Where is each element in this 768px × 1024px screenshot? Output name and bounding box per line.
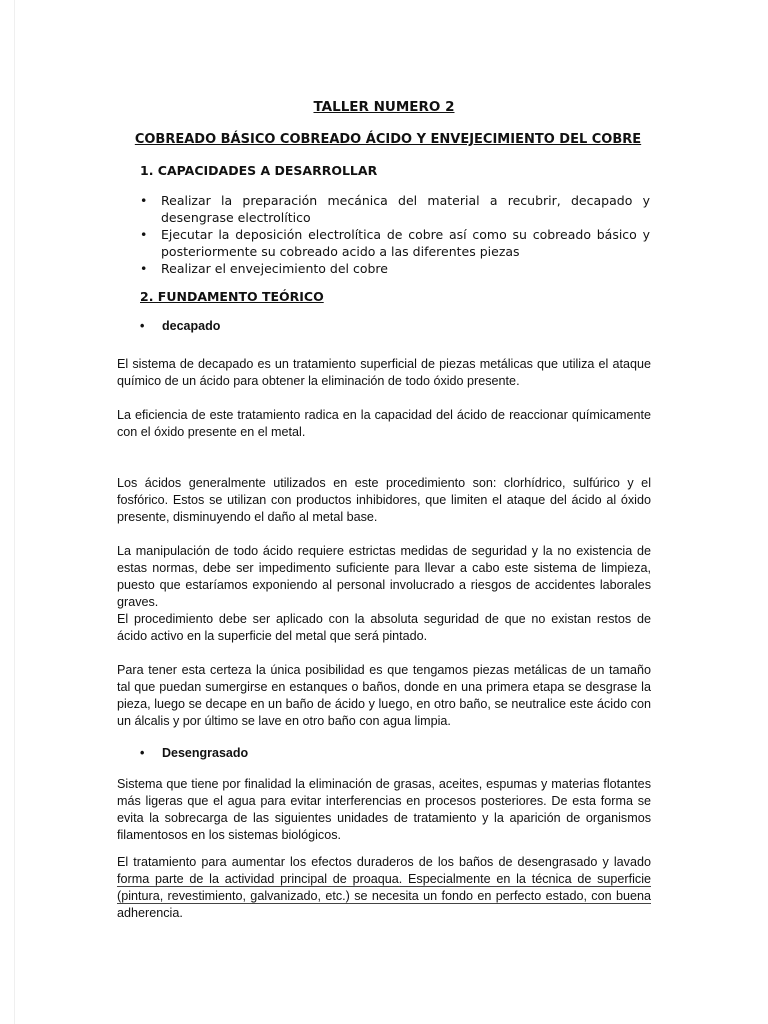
document-subtitle: COBREADO BÁSICO COBREADO ÁCIDO Y ENVEJECIMIENTO DEL COBRE	[134, 132, 642, 147]
bullet: •	[140, 746, 145, 760]
page-edge	[14, 0, 15, 1024]
paragraph: La eficiencia de este tratamiento radica en la capacidad del ácido de reaccionar químicamente con el óxido presente en el metal.	[117, 408, 651, 439]
list-item-text: Realizar la preparación mecánica del material a recubrir, decapado y desengrase electrolítico	[161, 193, 650, 225]
paragraph: El tratamiento para aumentar los efectos duraderos de los baños de desengrasado y lavado forma parte de la actividad principal de proaqua. Especialmente en la técnica de superficie (pintura, revestimiento, galvanizado, etc.) se necesita un fondo en perfecto estado, con buena adherencia.	[117, 855, 651, 920]
paragraph: El sistema de decapado es un tratamiento superficial de piezas metálicas que utiliza el ataque químico de un ácido para obtener la eliminación de todo óxido presente.	[117, 357, 651, 388]
paragraph: Para tener esta certeza la única posibilidad es que tengamos piezas metálicas de un tamaño tal que puedan sumergirse en estanques o baños, donde en una primera etapa se desgrase la pieza, luego se decape en un baño de ácido y luego, en otro baño, se neutralice este ácido con un álcalis y por último se lave en otro baño con agua limpia.	[117, 663, 651, 728]
bullet: •	[140, 319, 145, 333]
section-1-heading: 1. CAPACIDADES A DESARROLLAR	[140, 163, 378, 178]
subheading-label: Desengrasado	[162, 746, 249, 760]
underline-rule	[117, 886, 651, 887]
paragraph: La manipulación de todo ácido requiere estrictas medidas de seguridad y la no existencia de estas normas, debe ser impedimento suficiente para llevar a cabo este sistema de limpieza, puesto que estaríamos exponiendo al personal involucrado a riesgos de accidentes laborales graves.	[117, 544, 651, 609]
subheading-label: decapado	[162, 319, 221, 333]
paragraph: Sistema que tiene por finalidad la eliminación de grasas, aceites, espumas y materias flotantes más ligeras que el agua para evitar interferencias en procesos posteriores. De esta forma se evita la sobrecarga de las siguientes unidades de tratamiento y la aparición de organismos filamentosos en los sistemas biológicos.	[117, 777, 651, 842]
underline-rule	[117, 903, 651, 904]
bullet: •	[140, 261, 148, 276]
list-item	[140, 192, 650, 226]
document-title: TALLER NUMERO 2	[313, 99, 455, 115]
list-item-text: Realizar el envejecimiento del cobre	[161, 261, 388, 276]
paragraph: Los ácidos generalmente utilizados en este procedimiento son: clorhídrico, sulfúrico y el fosfórico. Estos se utilizan con productos inhibidores, que limiten el ataque del ácido al óxido presente, disminuyendo el daño al metal base.	[117, 476, 651, 524]
paragraph: El procedimiento debe ser aplicado con la absoluta seguridad de que no existan restos de ácido activo en la superficie del metal que será pintado.	[117, 612, 651, 643]
subheading-desengrasado	[140, 746, 249, 760]
bullet: •	[140, 227, 148, 242]
bullet: •	[140, 193, 148, 208]
capacities-list	[140, 192, 650, 277]
section-2-heading: 2. FUNDAMENTO TEÓRICO	[140, 289, 324, 304]
subheading-decapado	[140, 319, 221, 333]
list-item	[140, 226, 650, 260]
list-item-text: Ejecutar la deposición electrolítica de cobre así como su cobreado básico y posteriormente su cobreado acido a las diferentes piezas	[161, 227, 650, 259]
list-item	[140, 260, 650, 277]
